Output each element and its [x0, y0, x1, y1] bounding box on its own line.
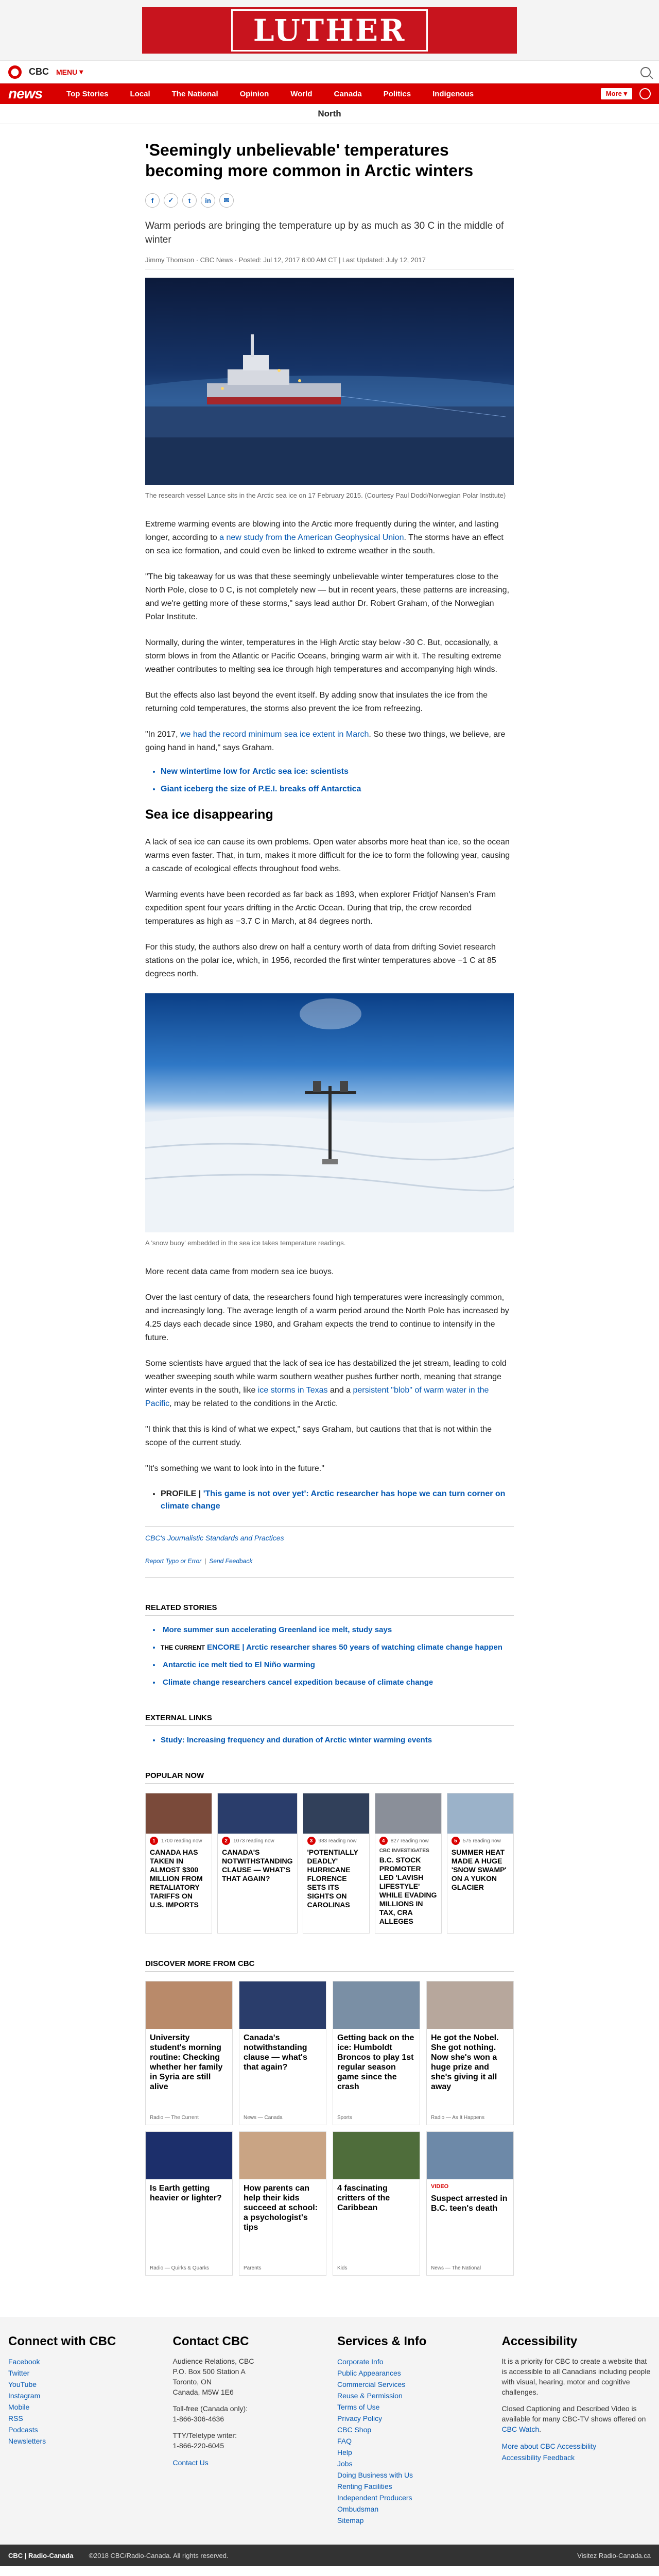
popular-card-title: 'POTENTIALLY DEADLY' HURRICANE FLORENCE SETS ITS SIGHTS ON CAROLINAS — [307, 1848, 358, 1909]
footer-rss-link[interactable]: RSS — [8, 2414, 23, 2422]
footer-connect-heading: Connect with CBC — [8, 2334, 116, 2348]
contact-line: 1-866-220-6045 — [172, 2442, 224, 2450]
paragraph-13: "It's something we want to look into in the future." — [145, 1464, 324, 1473]
copyright-text: ©2018 CBC/Radio-Canada. All rights reserved. — [89, 2551, 229, 2560]
paragraph-9: More recent data came from modern sea ice buoys. — [145, 1267, 334, 1276]
nav-world[interactable]: World — [290, 89, 313, 98]
related-stories-heading: RELATED STORIES — [145, 1603, 514, 1616]
paragraph-1 — [145, 518, 514, 558]
snow-buoy-caption: A 'snow buoy' embedded in the sea ice takes temperature readings. — [145, 1239, 346, 1247]
footer-service-link[interactable]: Sitemap — [337, 2516, 364, 2524]
contact-line: TTY/Teletype writer: — [172, 2431, 237, 2439]
discover-card-image — [333, 2132, 420, 2179]
cbc-gem-icon[interactable]: ⬤ — [8, 65, 22, 79]
paragraph-1-text-a: Extreme warming events are blowing into the Arctic more frequently during the winter, and lasting longer, according to — [145, 520, 499, 542]
paragraph-5 — [145, 728, 514, 755]
paragraph-6: A lack of sea ice can cause its own problems. Open water absorbs more heat than ice, so the ocean warms even faster. That, in turn, makes it more difficult for the ice to form the following year, causing a cascade of ecological effects throughout food webs. — [145, 838, 510, 873]
rank-badge: 1 — [150, 1837, 158, 1845]
rank-badge: 3 — [307, 1837, 316, 1845]
discover-card-source: Radio — The Current — [150, 2115, 199, 2121]
hero-image[interactable] — [145, 278, 514, 485]
popular-card-image — [375, 1793, 441, 1834]
footer-accessibility-heading: Accessibility — [501, 2334, 578, 2348]
discover-card-image — [427, 2132, 513, 2179]
popular-now-heading: POPULAR NOW — [145, 1771, 514, 1784]
twitter-share-icon[interactable]: ✓ — [164, 193, 178, 208]
profile-link-list — [161, 1488, 514, 1513]
discover-card-image — [146, 1981, 232, 2029]
discover-card-source: Sports — [337, 2115, 352, 2121]
nav-the-national[interactable]: The National — [171, 89, 218, 98]
discover-card-image — [239, 2132, 326, 2179]
popular-card-image — [303, 1793, 369, 1834]
contact-us-link[interactable]: Contact Us — [172, 2459, 209, 2467]
popular-card-title: SUMMER HEAT MADE A HUGE 'SNOW SWAMP' ON A YUKON GLACIER — [451, 1848, 507, 1891]
inline-related-list — [161, 767, 514, 794]
footer-newsletters-link[interactable]: Newsletters — [8, 2437, 46, 2445]
contact-line: P.O. Box 500 Station A — [172, 2367, 246, 2376]
discover-card[interactable] — [145, 2131, 233, 2276]
agu-study-link[interactable]: a new study from the American Geophysical Union — [219, 533, 404, 542]
video-badge: VIDEO — [431, 2183, 449, 2190]
external-links-heading: EXTERNAL LINKS — [145, 1714, 514, 1726]
popular-card-meta — [303, 1834, 369, 1848]
popular-card[interactable] — [145, 1793, 212, 1934]
discover-card-image — [333, 1981, 420, 2029]
paragraph-4: But the effects also last beyond the event itself. By adding snow that insulates the ice from the returning cold temperatures, the storms also prevent the ice from refreezing. — [145, 691, 488, 713]
menu-button[interactable] — [56, 67, 83, 76]
record-minimum-link[interactable]: we had the record minimum sea ice extent in March — [180, 730, 369, 739]
popular-card-meta — [447, 1834, 513, 1848]
popular-card-title: CANADA'S NOTWITHSTANDING CLAUSE — WHAT'S THAT AGAIN? — [222, 1848, 293, 1883]
send-feedback-link[interactable]: Send Feedback — [209, 1557, 253, 1565]
popular-card-image — [146, 1793, 212, 1834]
paragraph-10: Over the last century of data, the researchers found high temperatures were increasingly common, and increasingly long. The average length of a warm period around the North Pole has increased by 4.25 days each decade since 1980, and Graham expects the trend to continue to intensify in the future. — [145, 1293, 509, 1342]
discover-card-title: Canada's notwithstanding clause — what's that again? — [244, 2033, 307, 2072]
rank-badge: 5 — [452, 1837, 460, 1845]
related-story-item[interactable] — [161, 1625, 514, 1635]
contact-line: Canada, M5W 1E6 — [172, 2388, 234, 2396]
footer-service-link[interactable]: Terms of Use — [337, 2403, 380, 2411]
discover-card[interactable] — [426, 1981, 514, 2125]
discover-heading: DISCOVER MORE FROM CBC — [145, 1959, 514, 1972]
contact-line: Toronto, ON — [172, 2378, 212, 2386]
popular-card-meta — [218, 1834, 297, 1848]
profile-label: PROFILE | — [161, 1489, 203, 1498]
reading-count: 983 reading now — [318, 1838, 357, 1844]
nav-search-icon[interactable] — [639, 88, 651, 99]
footer-mobile-link[interactable]: Mobile — [8, 2403, 30, 2411]
article-title: 'Seemingly unbelievable' temperatures becoming more common in Arctic winters — [145, 141, 474, 180]
popular-card-meta — [375, 1834, 441, 1848]
discover-card-image — [146, 2132, 232, 2179]
related-stories-list — [145, 1625, 514, 1688]
snow-buoy-image[interactable] — [145, 993, 514, 1232]
discover-card-source: News — The National — [431, 2265, 481, 2271]
popular-card-meta — [146, 1834, 212, 1848]
footer-facebook-link[interactable]: Facebook — [8, 2358, 40, 2366]
facebook-share-icon[interactable]: f — [145, 193, 160, 208]
footer-service-link[interactable]: Renting Facilities — [337, 2482, 392, 2490]
discover-card-title: Suspect arrested in B.C. teen's death — [431, 2194, 508, 2213]
nav-canada[interactable]: Canada — [334, 89, 362, 98]
snow-buoy-illustration — [145, 993, 514, 1232]
footer-service-link[interactable]: Doing Business with Us — [337, 2471, 413, 2479]
popular-card-image — [218, 1793, 297, 1834]
cbc-watch-link[interactable]: CBC Watch — [501, 2425, 540, 2433]
nav-politics[interactable]: Politics — [383, 89, 411, 98]
texas-ice-storms-link[interactable]: ice storms in Texas — [257, 1386, 328, 1395]
reddit-share-icon[interactable]: t — [182, 193, 197, 208]
cbc-topbar — [0, 61, 659, 83]
footer-twitter-link[interactable]: Twitter — [8, 2369, 30, 2377]
profile-item — [161, 1488, 514, 1513]
footer-connect — [8, 2334, 158, 2526]
footer-youtube-link[interactable]: YouTube — [8, 2380, 37, 2388]
discover-card[interactable] — [239, 2131, 326, 2276]
linkedin-share-icon[interactable]: in — [201, 193, 215, 208]
footer-service-link[interactable]: Privacy Policy — [337, 2414, 383, 2422]
footer-podcasts-link[interactable]: Podcasts — [8, 2426, 38, 2434]
standards-link[interactable]: CBC's Journalistic Standards and Practices — [145, 1534, 284, 1542]
discover-card[interactable] — [333, 2131, 420, 2276]
popular-card[interactable] — [303, 1793, 370, 1934]
popular-card-title: B.C. STOCK PROMOTER LED 'LAVISH LIFESTYLE' WHILE EVADING MILLIONS IN TAX, CRA ALLEGES — [379, 1856, 437, 1925]
discover-card[interactable] — [239, 1981, 326, 2125]
contact-line: 1-866-306-4636 — [172, 2415, 224, 2423]
paragraph-8: For this study, the authors also drew on half a century worth of data from drifting Soviet research stations on the polar ice, which, in 1956, recorded the first winter temperatures above −1 C at 85 degrees north. — [145, 943, 496, 978]
footer-service-link[interactable]: Independent Producers — [337, 2494, 412, 2502]
discover-grid — [145, 1981, 514, 2276]
footer-contact — [173, 2334, 322, 2526]
related-story-text: ENCORE | Arctic researcher shares 50 years of watching climate change happen — [207, 1643, 502, 1652]
rank-badge: 2 — [222, 1837, 230, 1845]
discover-card-source: Radio — Quirks & Quarks — [150, 2265, 210, 2271]
article-deck: Warm periods are bringing the temperature up by as much as 30 C in the middle of winter — [145, 221, 504, 245]
footer-service-link[interactable]: Corporate Info — [337, 2358, 384, 2366]
news-logo[interactable]: news — [8, 86, 43, 101]
divider — [145, 1526, 514, 1527]
footer-service-link[interactable]: FAQ — [337, 2437, 352, 2445]
news-navigation — [0, 83, 659, 104]
paragraph-11-text-a: Some scientists have argued that the lack of sea ice has destabilized the jet stream, leading to cold weather sweeping south while warm southern weather pushes further north, meaning that strange winter events in the south, like — [145, 1359, 507, 1395]
inline-related-item[interactable]: • New wintertime low for Arctic sea ice: scientists — [161, 767, 514, 776]
discover-card-source: News — Canada — [244, 2115, 283, 2121]
footer-service-link[interactable]: CBC Shop — [337, 2426, 372, 2434]
article — [145, 124, 514, 2276]
footer-services — [337, 2334, 487, 2526]
popular-card-image — [447, 1793, 513, 1834]
research-vessel-illustration — [145, 278, 514, 485]
popular-now-grid — [145, 1793, 514, 1934]
related-story-text: Antarctic ice melt tied to El Niño warming — [163, 1660, 315, 1669]
discover-card[interactable] — [426, 2131, 514, 2276]
bottom-bar — [0, 2545, 659, 2566]
related-story-text: Climate change researchers cancel expedition because of climate change — [163, 1678, 433, 1687]
contact-line: Toll-free (Canada only): — [172, 2404, 248, 2413]
reading-count: 575 reading now — [462, 1838, 501, 1844]
paragraph-2: "The big takeaway for us was that these seemingly unbelievable winter temperatures close to the North Pole, close to 0 C, is not completely new — but in recent years, these patterns are increasing, and we're getting more of these storms," says lead author Dr. Robert Graham, of the Norwegian Polar Institute. — [145, 572, 510, 621]
cbc-logo-text[interactable]: CBC — [29, 66, 49, 77]
inline-related-item[interactable]: • Giant iceberg the size of P.E.I. breaks off Antarctica — [161, 785, 514, 794]
accessibility-captioning-text: Closed Captioning and Described Video is available for many CBC-TV shows offered on CBC Watch. — [501, 2404, 646, 2433]
contact-line — [173, 2397, 322, 2403]
discover-card-image — [427, 1981, 513, 2029]
paragraph-11-text-b: , may be related to the conditions in the Arctic. — [169, 1399, 338, 1408]
discover-card-title: Is Earth getting heavier or lighter? — [150, 2184, 222, 2202]
footer-service-link[interactable]: Reuse & Permission — [337, 2392, 403, 2400]
discover-card-title: How parents can help their kids succeed at school: a psychologist's tips — [244, 2184, 318, 2232]
discover-card-title: 4 fascinating critters of the Caribbean — [337, 2184, 390, 2212]
ad-brand: LUTHER — [231, 9, 428, 52]
reading-count: 827 reading now — [390, 1838, 429, 1844]
external-links-list — [145, 1735, 514, 1745]
accessibility-captioning-copy: Closed Captioning and Described Video is available for many CBC-TV shows offered on — [501, 2404, 646, 2423]
radio-canada-link[interactable]: Visitez Radio-Canada.ca — [577, 2551, 651, 2560]
footer-contact-heading: Contact CBC — [172, 2334, 249, 2348]
nav-opinion[interactable]: Opinion — [239, 89, 269, 98]
paragraph-7: Warming events have been recorded as far back as 1893, when explorer Fridtjof Nansen's Fram expedition spent four years drifting in the Arctic Ocean. During that trip, the crew recorded temperatures as high as −3.7 C in March, at 84 degrees north. — [145, 890, 496, 926]
footer-service-link[interactable]: Public Appearances — [337, 2369, 401, 2377]
ad-creative[interactable] — [142, 7, 517, 54]
discover-card-source: Parents — [244, 2265, 262, 2271]
discover-card-title: University student's morning routine: Checking whether her family in Syria are still alive — [150, 2033, 223, 2091]
share-bar — [145, 193, 514, 208]
report-typo-link[interactable]: Report Typo or Error — [145, 1557, 202, 1565]
popular-card[interactable] — [217, 1793, 297, 1934]
warm-blob-link[interactable]: persistent "blob" of warm water in the Pacific — [145, 1386, 489, 1408]
profile-story-link[interactable]: 'This game is not over yet': Arctic researcher has hope we can turn corner on climate change — [161, 1489, 506, 1511]
footer-service-link[interactable]: Ombudsman — [337, 2505, 379, 2513]
reading-count: 1073 reading now — [233, 1838, 274, 1844]
investigates-label: CBC INVESTIGATES — [379, 1848, 429, 1854]
nav-more-button[interactable]: More ▾ — [601, 88, 632, 99]
accessibility-feedback-link[interactable]: Accessibility Feedback — [501, 2453, 575, 2462]
email-share-icon[interactable]: ✉ — [219, 193, 234, 208]
footer-service-link[interactable]: Jobs — [337, 2460, 353, 2468]
discover-card-source: Radio — As It Happens — [431, 2115, 484, 2121]
related-story-item[interactable] — [161, 1660, 514, 1670]
related-story-tag: THE CURRENT — [161, 1644, 205, 1651]
separator: | — [204, 1557, 206, 1565]
external-link-item[interactable]: • Study: Increasing frequency and duration of Arctic winter warming events — [161, 1735, 514, 1745]
footer-accessibility — [502, 2334, 651, 2526]
hero-caption: The research vessel Lance sits in the Arctic sea ice on 17 February 2015. (Courtesy Paul Dodd/Norwegian Polar Institute) — [145, 492, 506, 499]
footer-service-link[interactable]: Help — [337, 2448, 352, 2456]
discover-card-source: Kids — [337, 2265, 348, 2271]
footer-service-link[interactable]: Commercial Services — [337, 2380, 406, 2388]
paragraph-5-text-b: . So these two things, we believe, are going hand in hand," says Graham. — [145, 730, 506, 752]
discover-card[interactable] — [145, 1981, 233, 2125]
discover-card-image — [239, 1981, 326, 2029]
discover-card-title: He got the Nobel. She got nothing. Now she's won a huge prize and she's giving it all away — [431, 2033, 499, 2091]
contact-line — [173, 2424, 322, 2430]
discover-card[interactable] — [333, 1981, 420, 2125]
related-story-item[interactable] — [161, 1642, 514, 1653]
discover-card-title: Getting back on the ice: Humboldt Broncos to play 1st regular season game since the crash — [337, 2033, 414, 2091]
cbc-radio-canada-logo[interactable]: CBC | Radio-Canada — [8, 2551, 74, 2560]
popular-card[interactable] — [375, 1793, 442, 1934]
site-footer — [0, 2317, 659, 2545]
accessibility-text: It is a priority for CBC to create a website that is accessible to all Canadians including people with visual, hearing, motor and cognitive challenges. — [501, 2357, 651, 2396]
paragraph-11 — [145, 1357, 514, 1411]
advertisement-banner[interactable] — [0, 0, 659, 61]
paragraph-1-text-b: . The storms have an effect on sea ice formation, and could even be linked to extreme weather in the south. — [145, 533, 504, 555]
popular-card-title: CANADA HAS TAKEN IN ALMOST $300 MILLION FROM RETALIATORY TARIFFS ON U.S. IMPORTS — [150, 1848, 203, 1909]
paragraph-12: "I think that this is kind of what we expect," says Graham, but cautions that that is not within the scope of the current study. — [145, 1425, 492, 1447]
section-label[interactable]: North — [0, 104, 659, 124]
nav-top-stories[interactable]: Top Stories — [66, 89, 109, 98]
footer-instagram-link[interactable]: Instagram — [8, 2392, 41, 2400]
related-story-text: More summer sun accelerating Greenland ice melt, study says — [163, 1625, 392, 1634]
contact-line: Audience Relations, CBC — [172, 2357, 254, 2365]
chevron-down-icon: ▾ — [79, 67, 83, 76]
accessibility-more-link[interactable]: More about CBC Accessibility — [501, 2442, 597, 2450]
paragraph-3: Normally, during the winter, temperatures in the High Arctic stay below -30 C. But, occasionally, a storm blows in from the Atlantic or Pacific Oceans, bringing warm air with it. The resulting extreme weather contributes to melting sea ice through high temperatures and accompanying high winds. — [145, 638, 501, 674]
paragraph-5-text-a: "In 2017, — [145, 730, 180, 739]
related-story-item[interactable] — [161, 1677, 514, 1688]
search-icon[interactable] — [640, 67, 651, 77]
menu-label: MENU — [56, 67, 78, 76]
feedback-links — [145, 1551, 514, 1578]
nav-local[interactable]: Local — [130, 89, 150, 98]
article-byline: Jimmy Thomson · CBC News · Posted: Jul 12, 2017 6:00 AM CT | Last Updated: July 12, 2017 — [145, 256, 514, 269]
popular-card[interactable] — [447, 1793, 514, 1934]
nav-indigenous[interactable]: Indigenous — [432, 89, 474, 98]
rank-badge: 4 — [379, 1837, 388, 1845]
footer-services-heading: Services & Info — [337, 2334, 427, 2348]
reading-count: 1700 reading now — [161, 1838, 202, 1844]
section-heading: Sea ice disappearing — [145, 807, 273, 822]
paragraph-11-text-mid: and a — [327, 1386, 353, 1395]
